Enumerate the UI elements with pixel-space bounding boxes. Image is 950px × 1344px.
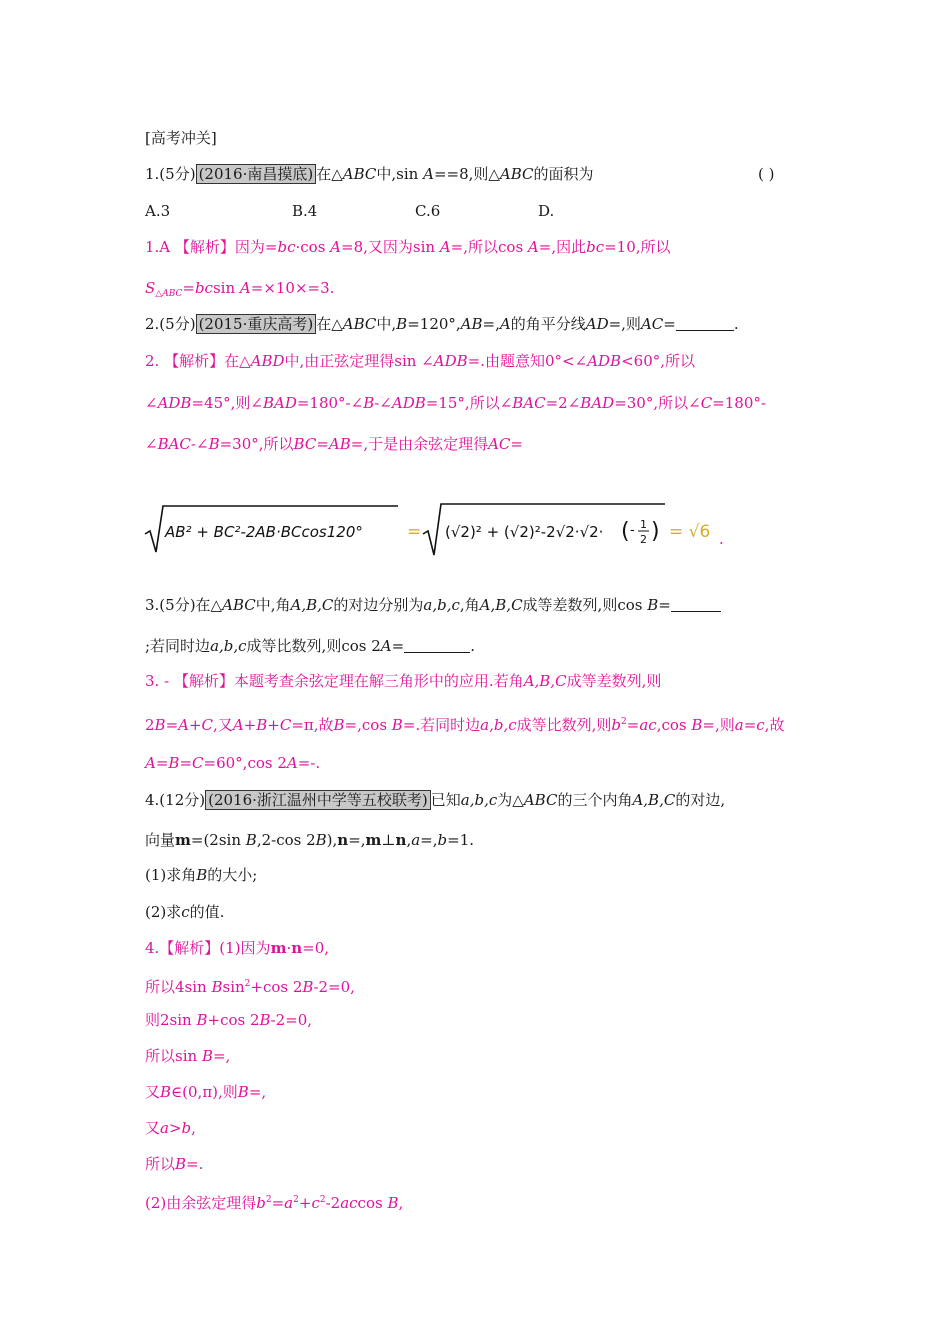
q3-text: 的对边分别为 <box>333 596 424 614</box>
q1-option-a: A.3 <box>145 202 171 220</box>
a2-text: =15°,所以∠ <box>425 394 513 412</box>
a4-var: b <box>181 1119 192 1137</box>
q3-var: A,B,C <box>479 596 523 614</box>
a1-text: sin <box>212 279 240 297</box>
q4-text: 为△ <box>497 791 524 809</box>
a4-var: B <box>160 1083 172 1101</box>
q4-var: ABC <box>523 791 558 809</box>
q3-var: A <box>380 637 392 655</box>
a3-text: ,cos <box>656 716 692 734</box>
a3-var: a,b,c <box>480 716 517 734</box>
a4-text: -2 <box>325 1194 341 1212</box>
formula-paren-close: ) <box>651 519 660 544</box>
q4-var: B <box>245 831 257 849</box>
q1-option-c: C.6 <box>415 202 441 220</box>
q4-var: c <box>181 903 190 921</box>
q2-text: =, <box>482 315 500 333</box>
a3-text: =π,故 <box>291 716 334 734</box>
q3-text: . <box>470 637 475 655</box>
q1-answer-paren: ( ) <box>758 165 775 183</box>
a2-text: =30°,所以 <box>219 435 294 453</box>
a4-text: 所以sin <box>145 1047 202 1065</box>
a4-text: = <box>271 1194 285 1212</box>
q1-var: ABC <box>342 165 377 183</box>
a2-text: -∠ <box>190 435 209 453</box>
q3-text: 成等差数列,则cos <box>522 596 648 614</box>
answer-4-line-1 <box>145 938 329 958</box>
q4-var: a,b,c <box>460 791 498 809</box>
a3-text: = <box>743 716 757 734</box>
answer-4-line-3 <box>145 1010 312 1030</box>
a3-text: = <box>165 716 179 734</box>
a2-var: BAD <box>580 394 615 412</box>
a4-text: +cos 2 <box>207 1011 260 1029</box>
q3-text: = <box>658 596 671 614</box>
q4-text: =(2sin <box>190 831 246 849</box>
q2-text: 中, <box>376 315 397 333</box>
a1-var: A <box>330 238 342 256</box>
q2-var: AB <box>460 315 483 333</box>
q4-text: 的对边, <box>675 791 726 809</box>
q3-var: A,B,C <box>290 596 334 614</box>
q1-source-tag: (2016·南昌摸底) <box>196 164 317 184</box>
a3-text: 成等比数列,则 <box>516 716 612 734</box>
a4-text: 又 <box>145 1119 161 1137</box>
a3-text: =.若同时边 <box>402 716 481 734</box>
a2-text: ∠ <box>145 435 158 453</box>
a4-text: 4.【解析】(1)因为 <box>145 939 271 957</box>
a1-text: =×10×=3. <box>250 279 335 297</box>
a2-text: =,于是由余弦定理得 <box>350 435 489 453</box>
q4-text: 的大小; <box>207 866 258 884</box>
a3-text: =,则 <box>702 716 735 734</box>
a3-var: A <box>145 754 156 772</box>
a4-text: (2)由余弦定理得 <box>145 1194 257 1212</box>
a2-text: = <box>510 435 523 453</box>
q3-text: = <box>391 637 405 655</box>
a1-var: A <box>239 279 251 297</box>
a4-superscript: 2 <box>319 1195 326 1205</box>
a4-vector: m <box>270 939 287 957</box>
a3-var: A+C <box>178 716 214 734</box>
a4-var: b <box>256 1194 266 1212</box>
q2-var: B <box>396 315 408 333</box>
a1-var: A <box>527 238 539 256</box>
formula-result: = √6 <box>669 522 711 542</box>
q3-var: ABC <box>222 596 256 614</box>
question-4-part-2 <box>145 902 224 922</box>
a1-text: =,因此 <box>538 238 587 256</box>
q4-source-tag: (2016·浙江温州中学等五校联考) <box>205 790 431 810</box>
a4-text: 则2sin <box>145 1011 197 1029</box>
question-4-line-2 <box>145 830 474 850</box>
answer-3-line-1 <box>145 671 661 691</box>
q4-var: b <box>437 831 448 849</box>
a3-var: a <box>734 716 744 734</box>
a4-text: ∈(0,π),则 <box>171 1083 238 1101</box>
q4-text: =1. <box>447 831 475 849</box>
a4-text: , <box>398 1194 404 1212</box>
a3-var: B <box>691 716 703 734</box>
q1-number: 1.(5分) <box>145 165 196 183</box>
a4-text: · <box>286 939 292 957</box>
q3-var: B <box>647 596 659 614</box>
a4-var: B <box>237 1083 249 1101</box>
q3-text: ,角 <box>459 596 480 614</box>
a3-var: B <box>391 716 403 734</box>
a2-text: =2∠ <box>545 394 581 412</box>
formula-paren-open: ( <box>621 519 630 544</box>
q3-blank-2 <box>404 638 470 653</box>
a4-var: a <box>160 1119 169 1137</box>
a3-var: A+B+C <box>232 716 292 734</box>
q4-text: =, <box>420 831 438 849</box>
q3-text: ;若同时边 <box>145 637 211 655</box>
a3-var: A,B,C <box>523 672 567 690</box>
answer-1-line-2 <box>145 278 334 304</box>
a3-var: C <box>192 754 204 772</box>
a4-text: , <box>191 1119 196 1137</box>
a1-text: ·cos <box>295 238 331 256</box>
a2-text: = <box>316 435 329 453</box>
a4-var: c <box>311 1194 320 1212</box>
q2-var: AC <box>640 315 664 333</box>
a1-text: =10,所以 <box>604 238 671 256</box>
q4-text: 向量 <box>145 831 176 849</box>
q2-source-tag: (2015·重庆高考) <box>196 314 317 334</box>
q4-var: a <box>411 831 421 849</box>
question-3-line-1 <box>145 595 721 615</box>
q4-vector: n <box>337 831 349 849</box>
answer-3-line-3 <box>145 753 320 773</box>
a3-text: =-. <box>297 754 321 772</box>
answer-2-line-1 <box>145 351 695 371</box>
a4-var: B <box>196 1011 208 1029</box>
q3-var: a,b,c <box>423 596 460 614</box>
q4-text: ⊥ <box>381 831 396 849</box>
a2-var: BAC <box>512 394 546 412</box>
answer-1-line-1 <box>145 237 671 257</box>
a4-text: =. <box>186 1155 204 1173</box>
a1-text: 1.A 【解析】因为= <box>145 238 278 256</box>
q3-text: 中,角 <box>255 596 291 614</box>
a3-text: 成等差数列,则 <box>566 672 662 690</box>
a4-text: > <box>168 1119 182 1137</box>
a3-var: B <box>333 716 345 734</box>
question-1 <box>145 164 594 184</box>
a3-var: B <box>168 754 180 772</box>
a1-var: bc <box>277 238 296 256</box>
q1-text: ==8,则△ <box>433 165 500 183</box>
q1-text: 中,sin <box>376 165 424 183</box>
q4-text: , <box>406 831 412 849</box>
a3-text: = <box>626 716 640 734</box>
a3-superscript: 2 <box>621 717 627 727</box>
a2-var: AB <box>328 435 351 453</box>
answer-4-line-4 <box>145 1046 230 1066</box>
q2-blank <box>676 316 734 331</box>
a3-text: = <box>179 754 193 772</box>
a3-text: = <box>155 754 169 772</box>
q2-var: A <box>499 315 511 333</box>
a2-text: ∠ <box>145 394 158 412</box>
a2-var: ADB <box>587 352 622 370</box>
q3-text: 成等比数列,则cos 2 <box>246 637 381 655</box>
a2-var: BC <box>293 435 317 453</box>
a4-superscript: 2 <box>244 979 251 989</box>
answer-3-line-2 <box>145 712 784 735</box>
q3-blank-1 <box>671 597 721 612</box>
a1-text: =,所以cos <box>450 238 528 256</box>
a4-text: cos <box>357 1194 388 1212</box>
a4-vector: n <box>291 939 303 957</box>
a2-text: 中,由正弦定理得sin ∠ <box>284 352 434 370</box>
answer-4-line-6 <box>145 1118 196 1138</box>
a4-var: B <box>211 978 223 996</box>
formula-frac-den: 2 <box>640 533 647 546</box>
a4-text: + <box>298 1194 312 1212</box>
a4-var: a <box>284 1194 294 1212</box>
q2-text: =120°, <box>407 315 461 333</box>
a2-text: =180°-∠ <box>296 394 364 412</box>
a4-text: -2=0, <box>270 1011 313 1029</box>
q4-text: ), <box>326 831 338 849</box>
q4-vector: n <box>395 831 407 849</box>
q4-var: B <box>315 831 327 849</box>
q3-var: a,b,c <box>210 637 247 655</box>
a2-text: -∠ <box>374 394 392 412</box>
a3-text: 3. - 【解析】本题考查余弦定理在解三角形中的应用.若角 <box>145 672 524 690</box>
q4-text: 的值. <box>189 903 225 921</box>
a4-var: B <box>175 1155 187 1173</box>
answer-4-line-8 <box>145 1190 403 1213</box>
q2-var: AD <box>585 315 609 333</box>
q2-text: = <box>663 315 676 333</box>
q1-var: ABC <box>499 165 534 183</box>
formula-minus: - <box>630 523 635 538</box>
a4-text: -2=0, <box>313 978 355 996</box>
answer-2-line-3 <box>145 434 523 454</box>
a2-var: B <box>363 394 375 412</box>
a3-var: b <box>611 716 622 734</box>
a4-superscript: 2 <box>293 1195 299 1205</box>
a2-var: AC <box>488 435 511 453</box>
a4-text: =, <box>212 1047 231 1065</box>
a3-text: ,故 <box>764 716 785 734</box>
a4-text: =0, <box>302 939 330 957</box>
a2-text: =30°,所以∠ <box>614 394 701 412</box>
q4-number: 4.(12分) <box>145 791 206 809</box>
q4-var: B <box>196 866 208 884</box>
a4-text: 所以 <box>145 1155 176 1173</box>
a1-text: =8,又因为sin <box>341 238 440 256</box>
q1-var: A <box>423 165 434 183</box>
q2-text: . <box>733 315 739 333</box>
q2-text: 在△ <box>316 315 343 333</box>
a4-var: ac <box>340 1194 358 1212</box>
a4-var: B <box>302 978 314 996</box>
a3-var: A <box>286 754 298 772</box>
a4-text: 又 <box>145 1083 161 1101</box>
a4-var: B <box>201 1047 213 1065</box>
a3-var: c <box>756 716 765 734</box>
a2-var: C <box>700 394 713 412</box>
section-title: [高考冲关] <box>145 129 217 147</box>
a3-text: =,cos <box>344 716 392 734</box>
a2-var: ADB <box>391 394 426 412</box>
formula-dot: . <box>719 530 724 548</box>
q4-var: A,B,C <box>632 791 676 809</box>
q2-number: 2.(5分) <box>145 315 196 333</box>
a2-var: ADB <box>433 352 468 370</box>
a2-text: 2. 【解析】在△ <box>145 352 251 370</box>
a2-var: BAC <box>157 435 191 453</box>
a4-text: +cos 2 <box>250 978 303 996</box>
question-4-part-1 <box>145 865 257 885</box>
a4-text: sin <box>222 978 245 996</box>
a4-var: B <box>259 1011 271 1029</box>
a3-text: ,又 <box>213 716 233 734</box>
a4-text: =, <box>248 1083 267 1101</box>
q4-text: 已知 <box>430 791 461 809</box>
a1-var: A <box>439 238 451 256</box>
answer-4-line-7 <box>145 1154 203 1174</box>
a3-var: ac <box>639 716 657 734</box>
formula-left-expr: AB² + BC²-2AB·BCcos120° <box>165 523 363 541</box>
q4-text: (1)求角 <box>145 866 197 884</box>
answer-2-line-2 <box>145 393 766 413</box>
question-2 <box>145 314 739 334</box>
a1-text: = <box>182 279 195 297</box>
formula-equals-1: = <box>407 522 422 542</box>
q1-text: 在△ <box>316 165 343 183</box>
a3-text: =60°,cos 2 <box>203 754 287 772</box>
q4-vector: m <box>365 831 382 849</box>
q3-text: 3.(5分)在△ <box>145 596 223 614</box>
a3-text: 2 <box>145 716 155 734</box>
answer-4-line-5 <box>145 1082 266 1102</box>
a4-text: 所以4sin <box>145 978 212 996</box>
a2-var: B <box>208 435 220 453</box>
q2-text: 的角平分线 <box>510 315 586 333</box>
a2-var: ADB <box>157 394 192 412</box>
a2-var: BAD <box>262 394 297 412</box>
q4-vector: m <box>175 831 191 849</box>
q1-option-d: D. <box>538 202 555 220</box>
a1-subscript: △ABC <box>155 289 183 299</box>
a2-text: =180°- <box>712 394 766 412</box>
formula-frac-num: 1 <box>640 518 647 531</box>
a3-var: B <box>154 716 166 734</box>
q4-text: (2)求 <box>145 903 182 921</box>
a2-var: ABD <box>250 352 285 370</box>
q2-text: =,则 <box>608 315 641 333</box>
a1-var: bc <box>586 238 605 256</box>
q1-text: 的面积为 <box>533 165 594 183</box>
a2-formula <box>143 500 733 560</box>
a2-text: <60°,所以 <box>621 352 696 370</box>
question-3-line-2 <box>145 636 475 656</box>
q1-option-b: B.4 <box>292 202 318 220</box>
formula-right-expr: (√2)² + (√2)²-2√2·√2· <box>445 523 604 541</box>
a4-superscript: 2 <box>265 1195 272 1205</box>
a2-text: =45°,则∠ <box>191 394 263 412</box>
q2-var: ABC <box>342 315 377 333</box>
a1-var: bc <box>194 279 213 297</box>
q4-text: =, <box>348 831 366 849</box>
a2-text: =.由题意知0°<∠ <box>467 352 588 370</box>
a4-var: B <box>387 1194 399 1212</box>
question-4-line-1 <box>145 790 725 810</box>
q4-text: 的三个内角 <box>557 791 633 809</box>
a1-var: S <box>145 279 156 297</box>
q4-text: ,2-cos 2 <box>256 831 316 849</box>
answer-4-line-2 <box>145 974 355 997</box>
